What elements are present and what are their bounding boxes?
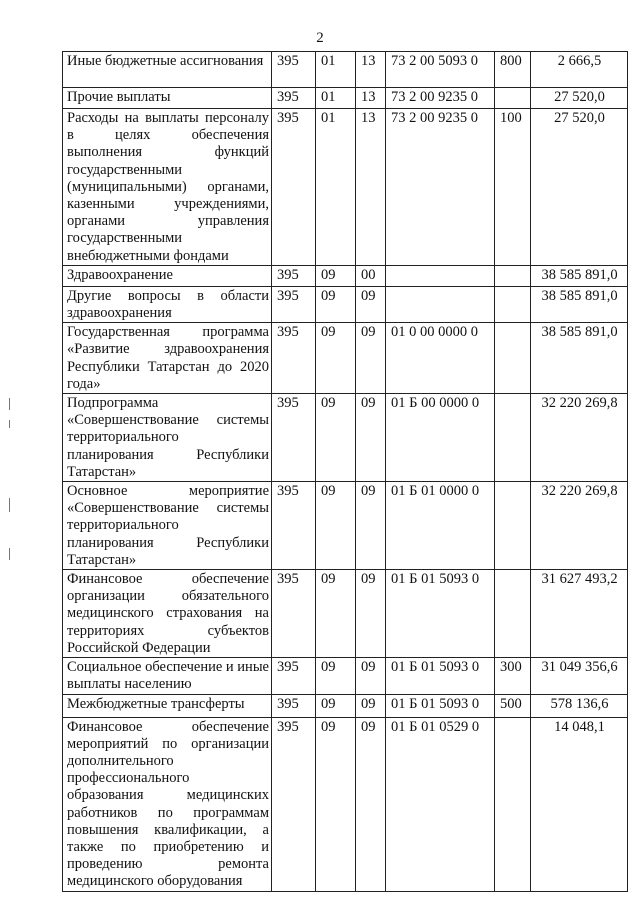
amount-cell: 27 520,0 — [531, 88, 628, 109]
table-row — [63, 88, 628, 109]
target-article-code-cell: 01 Б 01 5093 0 — [386, 570, 495, 658]
ministry-code-cell: 395 — [272, 658, 316, 694]
section-code-cell: 09 — [316, 286, 356, 322]
table-row — [63, 265, 628, 286]
target-article-code-cell: 01 Б 01 5093 0 — [386, 694, 495, 717]
expense-type-code-cell: 300 — [495, 658, 531, 694]
table-row — [63, 109, 628, 266]
subsection-code-cell: 09 — [356, 394, 386, 482]
amount-cell: 14 048,1 — [531, 717, 628, 891]
section-code-cell: 09 — [316, 658, 356, 694]
subsection-code-cell: 09 — [356, 694, 386, 717]
amount-cell: 578 136,6 — [531, 694, 628, 717]
row-name-cell: Основное мероприятие «Совершенствование системы территориального планирования Республики Татарстан» — [63, 482, 272, 570]
target-article-code-cell: 73 2 00 9235 0 — [386, 109, 495, 266]
subsection-code-cell: 09 — [356, 286, 386, 322]
subsection-code-cell: 13 — [356, 109, 386, 266]
table-row — [63, 694, 628, 717]
amount-cell: 27 520,0 — [531, 109, 628, 266]
subsection-code-cell: 13 — [356, 52, 386, 88]
section-code-cell: 09 — [316, 570, 356, 658]
subsection-code-cell: 00 — [356, 265, 386, 286]
expense-type-code-cell — [495, 286, 531, 322]
section-code-cell: 09 — [316, 323, 356, 394]
section-code-cell: 09 — [316, 265, 356, 286]
target-article-code-cell: 01 Б 00 0000 0 — [386, 394, 495, 482]
section-code-cell: 09 — [316, 694, 356, 717]
table-row — [63, 52, 628, 88]
amount-cell: 31 049 356,6 — [531, 658, 628, 694]
ministry-code-cell: 395 — [272, 52, 316, 88]
ministry-code-cell: 395 — [272, 570, 316, 658]
amount-cell: 31 627 493,2 — [531, 570, 628, 658]
subsection-code-cell: 09 — [356, 717, 386, 891]
row-name-cell: Подпрограмма «Совершенствование системы территориального планирования Республики Татарстан» — [63, 394, 272, 482]
subsection-code-cell: 09 — [356, 482, 386, 570]
expense-type-code-cell — [495, 88, 531, 109]
section-code-cell: 01 — [316, 109, 356, 266]
budget-table — [62, 51, 628, 892]
ministry-code-cell: 395 — [272, 694, 316, 717]
expense-type-code-cell — [495, 265, 531, 286]
page-number: 2 — [316, 30, 324, 46]
table-row — [63, 717, 628, 891]
table-row — [63, 482, 628, 570]
ministry-code-cell: 395 — [272, 323, 316, 394]
amount-cell: 38 585 891,0 — [531, 286, 628, 322]
target-article-code-cell: 73 2 00 5093 0 — [386, 52, 495, 88]
ministry-code-cell: 395 — [272, 109, 316, 266]
expense-type-code-cell: 100 — [495, 109, 531, 266]
section-code-cell: 09 — [316, 394, 356, 482]
target-article-code-cell: 73 2 00 9235 0 — [386, 88, 495, 109]
row-name-cell: Другие вопросы в области здравоохранения — [63, 286, 272, 322]
table-row — [63, 570, 628, 658]
section-code-cell: 01 — [316, 88, 356, 109]
target-article-code-cell: 01 Б 01 0000 0 — [386, 482, 495, 570]
subsection-code-cell: 09 — [356, 323, 386, 394]
amount-cell: 2 666,5 — [531, 52, 628, 88]
subsection-code-cell: 09 — [356, 570, 386, 658]
row-name-cell: Межбюджетные трансферты — [63, 694, 272, 717]
row-name-cell: Прочие выплаты — [63, 88, 272, 109]
ministry-code-cell: 395 — [272, 286, 316, 322]
subsection-code-cell: 09 — [356, 658, 386, 694]
table-row — [63, 658, 628, 694]
section-code-cell: 09 — [316, 482, 356, 570]
expense-type-code-cell — [495, 394, 531, 482]
amount-cell: 32 220 269,8 — [531, 394, 628, 482]
ministry-code-cell: 395 — [272, 265, 316, 286]
table-row — [63, 323, 628, 394]
ministry-code-cell: 395 — [272, 88, 316, 109]
row-name-cell: Иные бюджетные ассигнования — [63, 52, 272, 88]
expense-type-code-cell — [495, 570, 531, 658]
expense-type-code-cell: 500 — [495, 694, 531, 717]
expense-type-code-cell — [495, 482, 531, 570]
subsection-code-cell: 13 — [356, 88, 386, 109]
amount-cell: 32 220 269,8 — [531, 482, 628, 570]
amount-cell: 38 585 891,0 — [531, 323, 628, 394]
row-name-cell: Финансовое обеспечение организации обязательного медицинского страхования на территориях субъектов Российской Федерации — [63, 570, 272, 658]
row-name-cell: Расходы на выплаты персоналу в целях обеспечения выполнения функций государственными (муниципальными) органами, казенными учреждениями, органами управления государственными внебюджетными фондами — [63, 109, 272, 266]
table-row — [63, 394, 628, 482]
ministry-code-cell: 395 — [272, 717, 316, 891]
expense-type-code-cell — [495, 323, 531, 394]
table-row — [63, 286, 628, 322]
row-name-cell: Здравоохранение — [63, 265, 272, 286]
target-article-code-cell: 01 Б 01 0529 0 — [386, 717, 495, 891]
row-name-cell: Государственная программа «Развитие здравоохранения Республики Татарстан до 2020 года» — [63, 323, 272, 394]
expense-type-code-cell: 800 — [495, 52, 531, 88]
section-code-cell: 09 — [316, 717, 356, 891]
amount-cell: 38 585 891,0 — [531, 265, 628, 286]
target-article-code-cell — [386, 286, 495, 322]
ministry-code-cell: 395 — [272, 394, 316, 482]
row-name-cell: Финансовое обеспечение мероприятий по организации дополнительного профессионального образования медицинских работников по программам повышения квалификации, а также по приобретению и проведению ремонта медицинского оборудования — [63, 717, 272, 891]
ministry-code-cell: 395 — [272, 482, 316, 570]
target-article-code-cell: 01 0 00 0000 0 — [386, 323, 495, 394]
margin-marks — [9, 398, 12, 568]
target-article-code-cell: 01 Б 01 5093 0 — [386, 658, 495, 694]
section-code-cell: 01 — [316, 52, 356, 88]
row-name-cell: Социальное обеспечение и иные выплаты населению — [63, 658, 272, 694]
target-article-code-cell — [386, 265, 495, 286]
expense-type-code-cell — [495, 717, 531, 891]
